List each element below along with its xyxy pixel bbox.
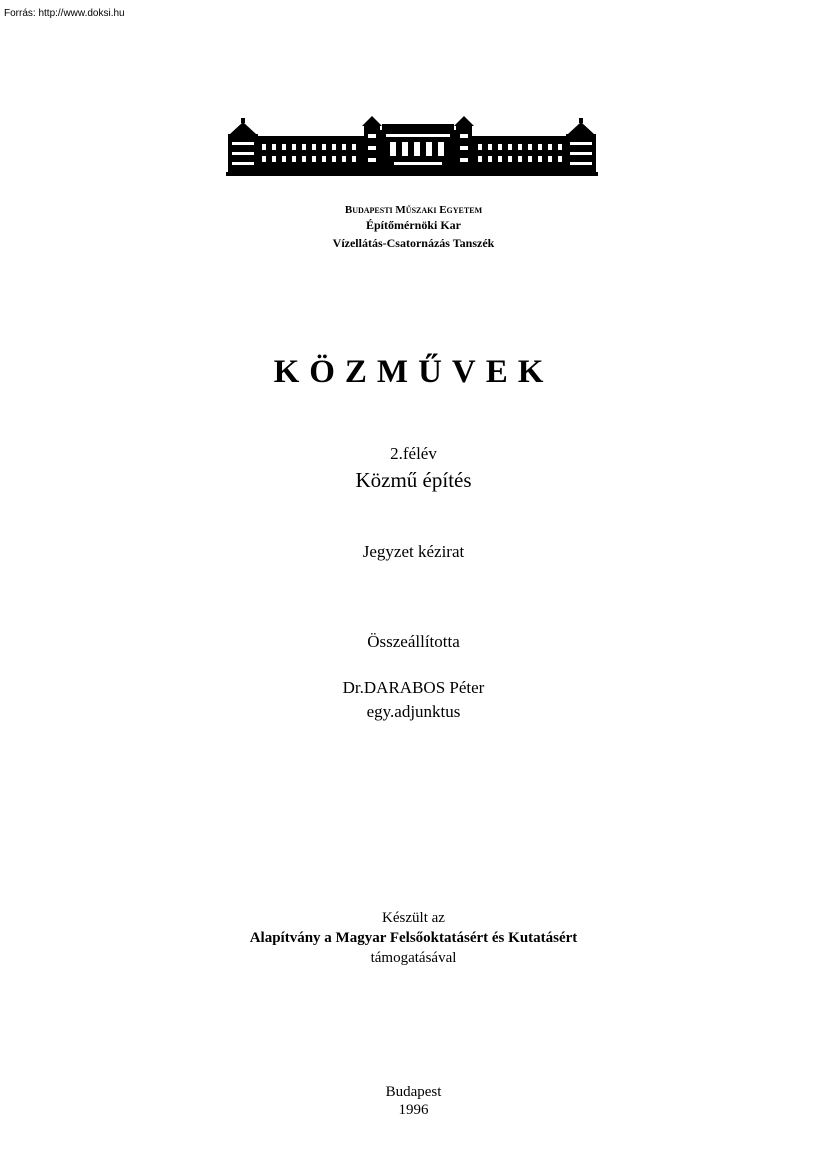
foundation-name: Alapítvány a Magyar Felsőoktatásért és Kutatásért [249,930,578,946]
support-line-1: Készült az [382,910,445,926]
publication-place: Budapest [385,1084,442,1100]
department-name: Vízellátás-Csatornázás Tanszék [332,236,495,250]
publication-year: 1996 [398,1102,429,1118]
course-subtitle: Közmű építés [355,468,472,492]
document-title: KÖZMŰVEK [273,354,554,390]
faculty-name: Építőmérnöki Kar [366,218,461,232]
compiled-by-label: Összeállította [367,632,460,651]
author-name: Dr.DARABOS Péter [342,678,485,697]
university-building-logo [226,116,598,176]
support-line-3: támogatásával [370,950,457,966]
document-type: Jegyzet kézirat [362,542,465,561]
university-name: Budapesti Műszaki Egyetem [344,204,483,216]
source-note: Forrás: http://www.doksi.hu [4,8,125,19]
semester-label: 2.félév [390,444,437,463]
author-position: egy.adjunktus [366,702,461,721]
